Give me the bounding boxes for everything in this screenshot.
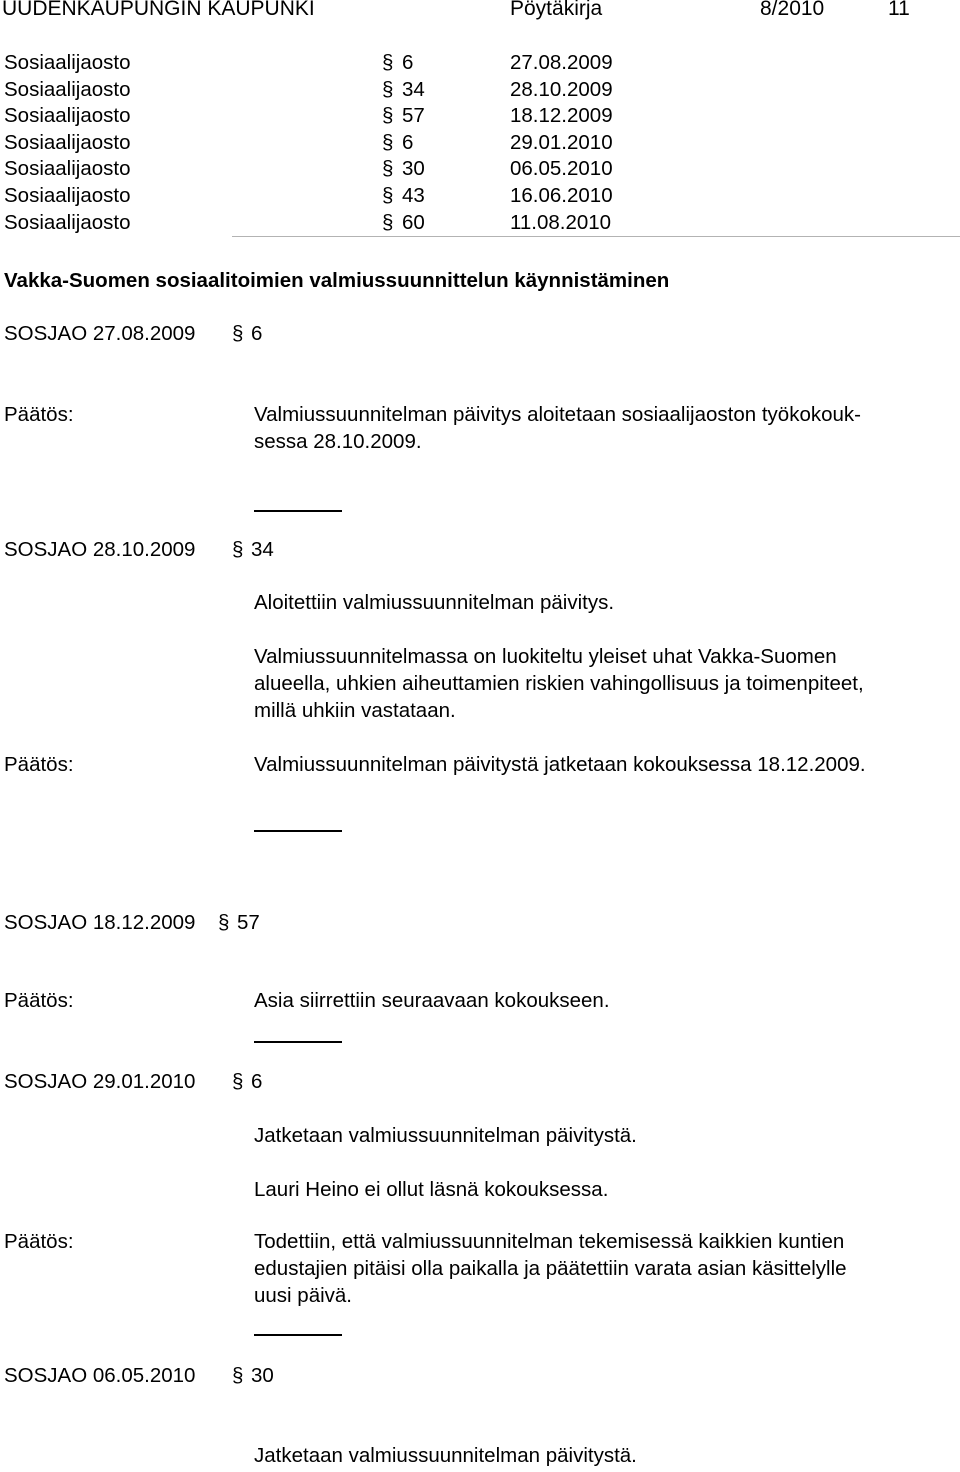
section-number: 57 [237, 911, 260, 934]
body-paragraph-line: millä uhkiin vastataan. [254, 699, 456, 722]
meeting-reference: SOSJAO 27.08.2009 [4, 322, 196, 345]
divider [232, 236, 960, 237]
decision-label: Päätös: [4, 753, 74, 776]
list-item-date: 16.06.2010 [510, 184, 613, 207]
decision-text-line: uusi päivä. [254, 1284, 353, 1307]
list-item-number: 6 [402, 131, 414, 154]
list-item-date: 06.05.2010 [510, 157, 613, 180]
section-mark: § [382, 157, 394, 180]
list-item-number: 34 [402, 78, 425, 101]
section-mark: § [382, 184, 394, 207]
list-item-date: 11.08.2010 [510, 211, 612, 234]
decision-text-line: Valmiussuunnitelman päivitys aloitetaan sosiaalijaoston työkokouk- [254, 403, 861, 426]
body-paragraph: Jatketaan valmiussuunnitelman päivitystä. [254, 1444, 637, 1467]
list-item-date: 18.12.2009 [510, 104, 613, 127]
document-type: Pöytäkirja [510, 0, 603, 20]
list-item-body: Sosiaalijaosto [4, 157, 131, 180]
list-item-body: Sosiaalijaosto [4, 184, 131, 207]
decision-text: Asia siirrettiin seuraavaan kokoukseen. [254, 989, 610, 1012]
list-item-date: 28.10.2009 [510, 78, 613, 101]
organization-name: UUDENKAUPUNGIN KAUPUNKI [2, 0, 315, 20]
list-item-date: 29.01.2010 [510, 131, 613, 154]
page-number: 11 [888, 0, 910, 20]
decision-text: Valmiussuunnitelman päivitystä jatketaan kokouksessa 18.12.2009. [254, 753, 866, 776]
section-mark: § [382, 51, 394, 74]
separator-line [254, 510, 342, 512]
section-number: 34 [251, 538, 274, 561]
section-mark: § [382, 78, 394, 101]
document-number: 8/2010 [760, 0, 825, 20]
decision-text-line: Todettiin, että valmiussuunnitelman tekemisessä kaikkien kuntien [254, 1230, 845, 1253]
body-paragraph: Lauri Heino ei ollut läsnä kokouksessa. [254, 1178, 609, 1201]
decision-label: Päätös: [4, 989, 74, 1012]
list-item-body: Sosiaalijaosto [4, 131, 131, 154]
body-paragraph-line: alueella, uhkien aiheuttamien riskien vahingollisuus ja toimenpiteet, [254, 672, 864, 695]
separator-line [254, 830, 342, 832]
section-mark: § [382, 131, 394, 154]
list-item-body: Sosiaalijaosto [4, 104, 131, 127]
list-item-body: Sosiaalijaosto [4, 51, 131, 74]
section-mark: § [218, 911, 230, 934]
section-mark: § [382, 211, 394, 234]
page-title: Vakka-Suomen sosiaalitoimien valmiussuunnittelun käynnistäminen [4, 269, 670, 292]
list-item-date: 27.08.2009 [510, 51, 613, 74]
body-paragraph: Jatketaan valmiussuunnitelman päivitystä. [254, 1124, 637, 1147]
section-mark: § [382, 104, 394, 127]
meeting-reference: SOSJAO 06.05.2010 [4, 1364, 196, 1387]
section-mark: § [232, 1070, 244, 1093]
list-item-number: 43 [402, 184, 425, 207]
decision-text-line: sessa 28.10.2009. [254, 430, 422, 453]
section-number: 30 [251, 1364, 274, 1387]
decision-label: Päätös: [4, 403, 74, 426]
list-item-body: Sosiaalijaosto [4, 211, 131, 234]
section-number: 6 [251, 1070, 263, 1093]
section-number: 6 [251, 322, 263, 345]
section-mark: § [232, 538, 244, 561]
separator-line [254, 1041, 342, 1043]
section-mark: § [232, 322, 244, 345]
section-mark: § [232, 1364, 244, 1387]
list-item-body: Sosiaalijaosto [4, 78, 131, 101]
meeting-reference: SOSJAO 28.10.2009 [4, 538, 196, 561]
list-item-number: 30 [402, 157, 425, 180]
body-paragraph-line: Valmiussuunnitelmassa on luokiteltu yleiset uhat Vakka-Suomen [254, 645, 837, 668]
meeting-reference: SOSJAO 29.01.2010 [4, 1070, 196, 1093]
list-item-number: 6 [402, 51, 414, 74]
body-paragraph: Aloitettiin valmiussuunnitelman päivitys. [254, 591, 615, 614]
list-item-number: 57 [402, 104, 425, 127]
list-item-number: 60 [402, 211, 425, 234]
decision-text-line: edustajien pitäisi olla paikalla ja päätettiin varata asian käsittelylle [254, 1257, 847, 1280]
separator-line [254, 1334, 342, 1336]
meeting-reference: SOSJAO 18.12.2009 [4, 911, 196, 934]
decision-label: Päätös: [4, 1230, 74, 1253]
